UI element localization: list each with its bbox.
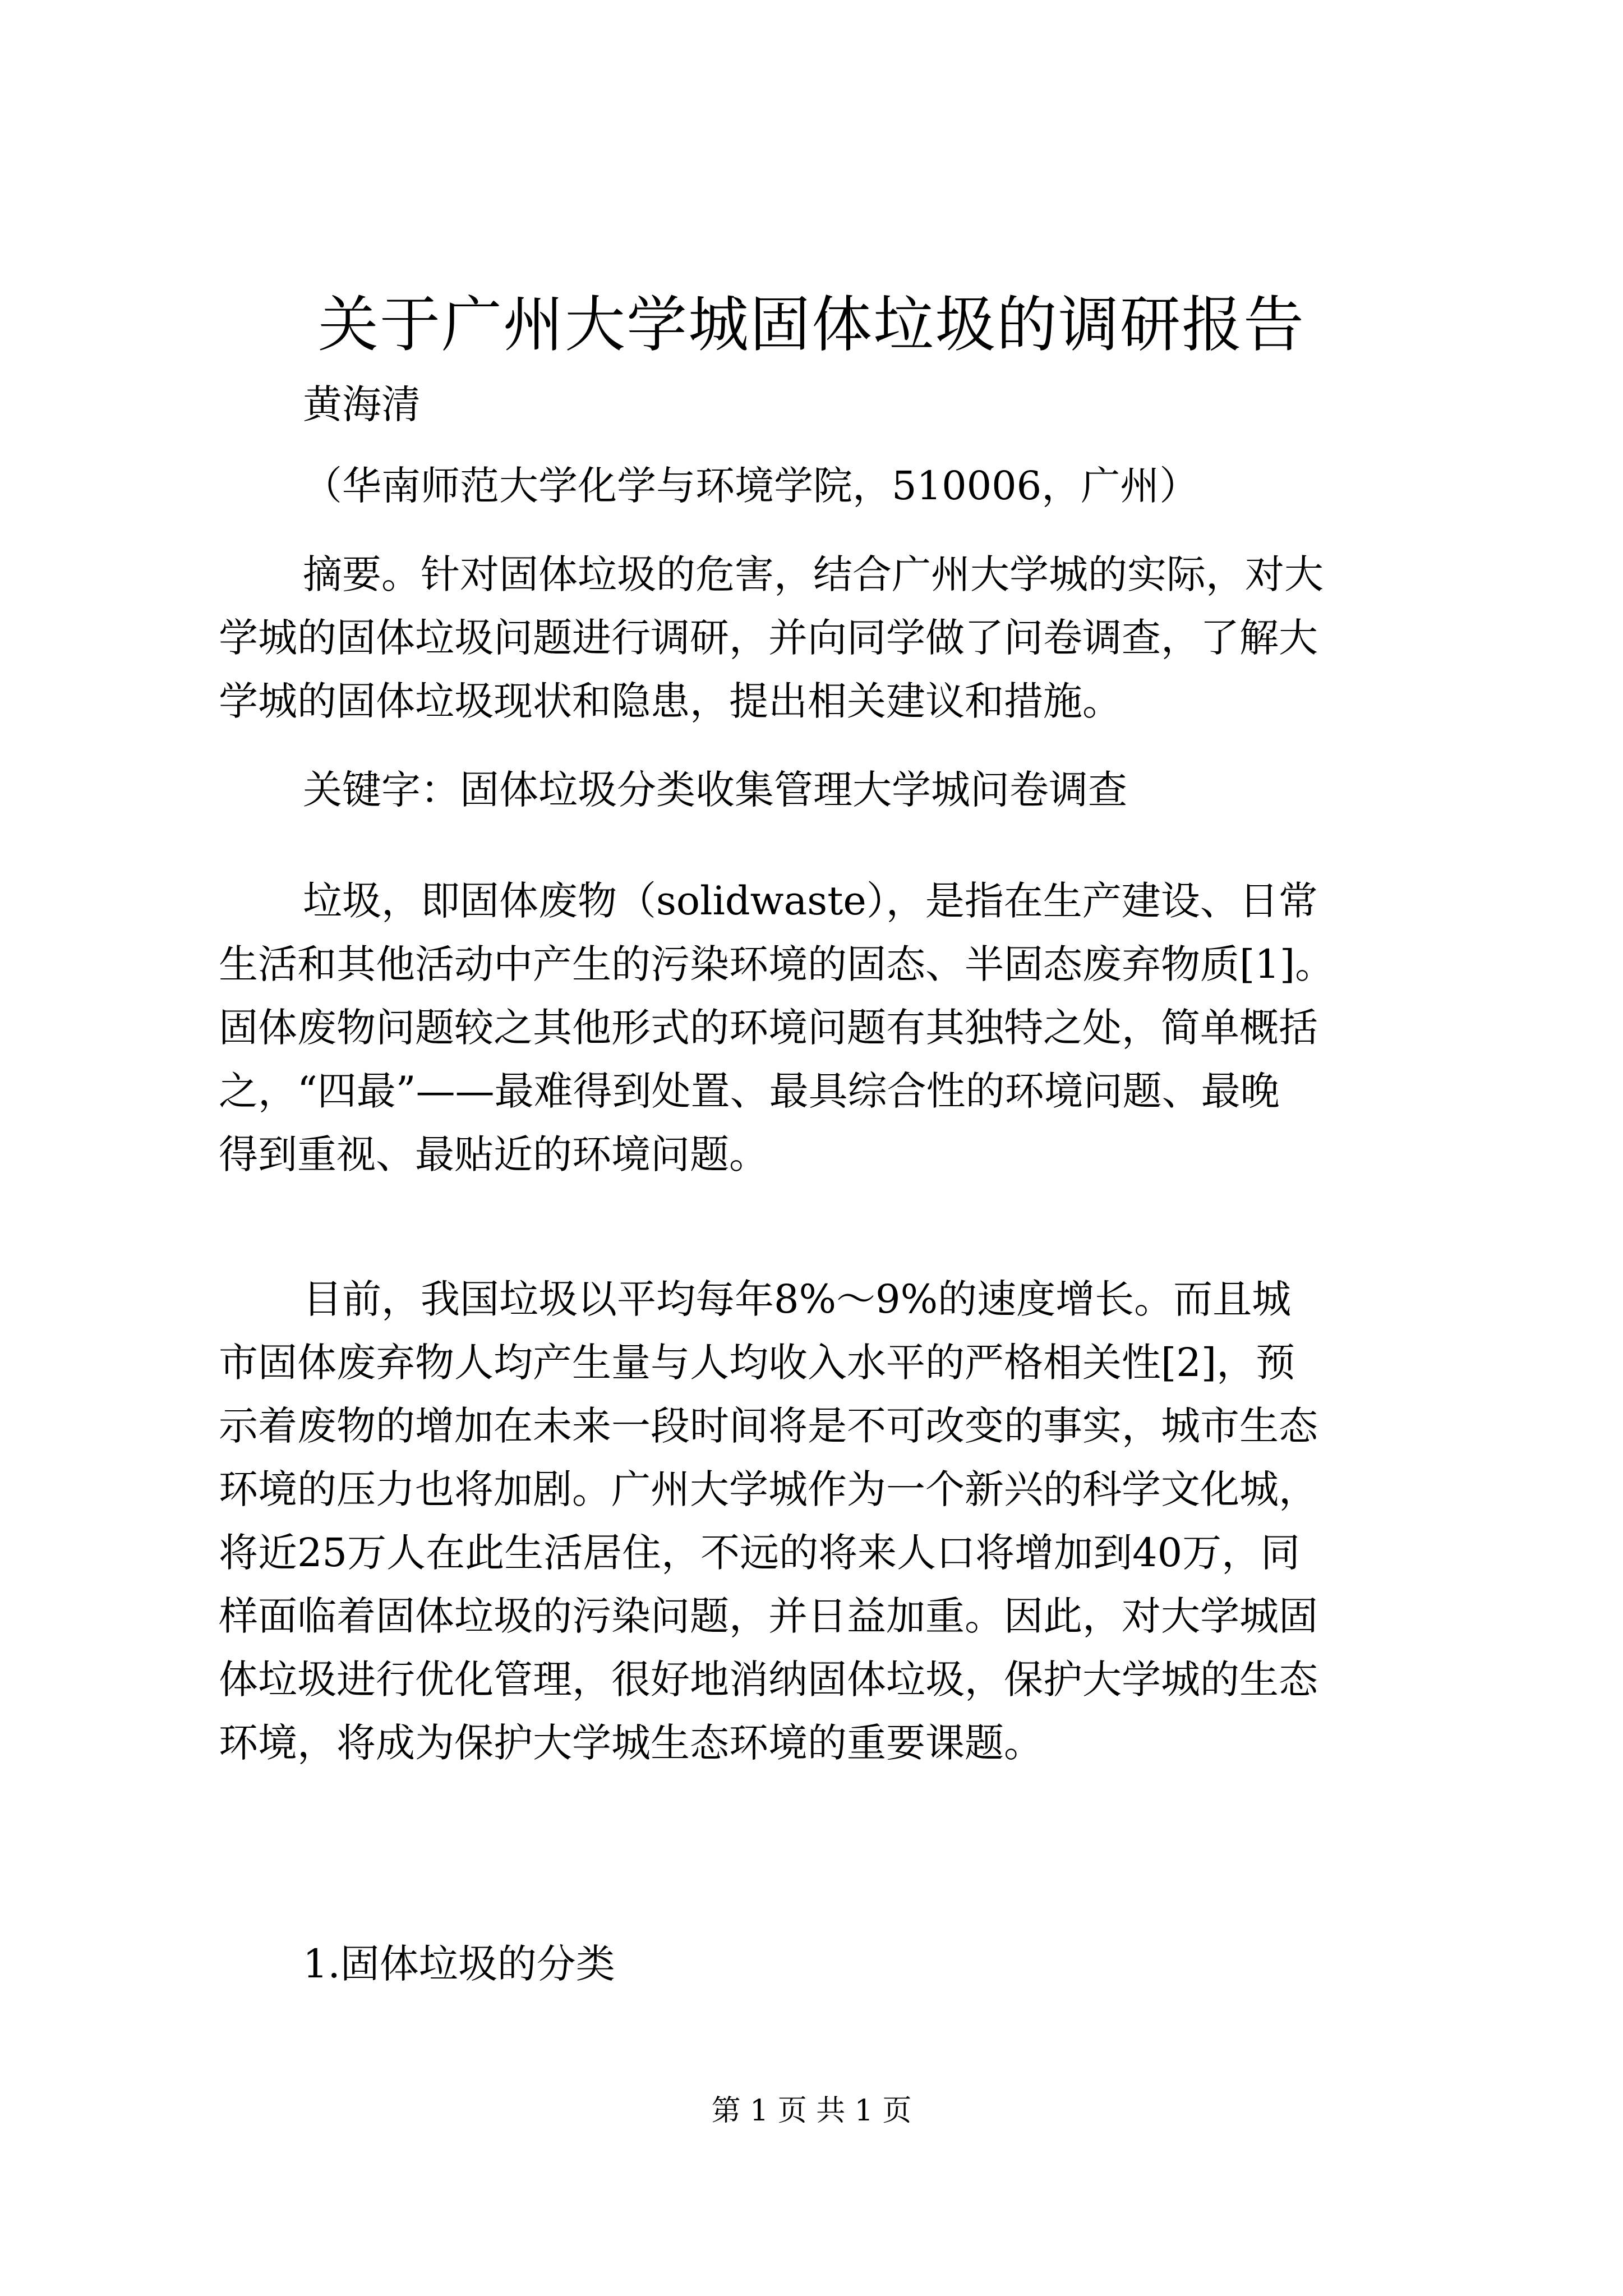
paragraph-line: 样面临着固体垃圾的污染问题，并日益加重。因此，对大学城固 [219, 1593, 1318, 1639]
abstract-line: 摘要。针对固体垃圾的危害，结合广州大学城的实际，对大 [303, 551, 1324, 597]
keywords-line: 关键字：固体垃圾分类收集管理大学城问卷调查 [303, 767, 1127, 813]
paragraph-line: 示着废物的增加在未来一段时间将是不可改变的事实，城市生态 [219, 1403, 1318, 1449]
author-name: 黄海清 [303, 381, 421, 427]
document-title: 关于广州大学城固体垃圾的调研报告 [317, 290, 1305, 360]
paragraph-line: 之，“四最”——最难得到处置、最具综合性的环境问题、最晚 [219, 1068, 1280, 1114]
abstract-line: 学城的固体垃圾现状和隐患，提出相关建议和措施。 [219, 678, 1122, 724]
keywords-block [219, 758, 1419, 822]
paragraph-line: 得到重视、最贴近的环境问题。 [219, 1131, 768, 1177]
paragraph-2 [219, 1268, 1419, 1775]
paragraph-line: 垃圾，即固体废物（solidwaste），是指在生产建设、日常 [303, 878, 1318, 924]
abstract [219, 543, 1419, 733]
author-block [219, 373, 1419, 436]
paragraph-line: 目前，我国垃圾以平均每年8%～9%的速度增长。而且城 [303, 1276, 1292, 1322]
paragraph-line: 市固体废弃物人均产生量与人均收入水平的严格相关性[2]，预 [219, 1340, 1295, 1386]
affiliation-block [219, 454, 1419, 518]
paragraph-line: 固体废物问题较之其他形式的环境问题有其独特之处，简单概括 [219, 1005, 1318, 1051]
section-heading-block [219, 1932, 1419, 1996]
paragraph-line: 环境，将成为保护大学城生态环境的重要课题。 [219, 1720, 1043, 1766]
paragraph-line: 体垃圾进行优化管理，很好地消纳固体垃圾，保护大学城的生态 [219, 1657, 1318, 1703]
paragraph-line: 将近25万人在此生活居住，不远的将来人口将增加到40万，同 [219, 1530, 1301, 1576]
abstract-line: 学城的固体垃圾问题进行调研，并向同学做了问卷调查，了解大 [219, 615, 1318, 661]
section-heading: 1.固体垃圾的分类 [303, 1941, 615, 1987]
author-affiliation: （华南师范大学化学与环境学院，510006，广州） [303, 463, 1199, 509]
paragraph-line: 生活和其他活动中产生的污染环境的固态、半固态废弃物质[1]。 [219, 941, 1335, 987]
page-footer: 第 1 页 共 1 页 [711, 2094, 912, 2128]
paragraph-1 [219, 869, 1419, 1186]
paragraph-line: 环境的压力也将加剧。广州大学城作为一个新兴的科学文化城， [219, 1466, 1318, 1512]
